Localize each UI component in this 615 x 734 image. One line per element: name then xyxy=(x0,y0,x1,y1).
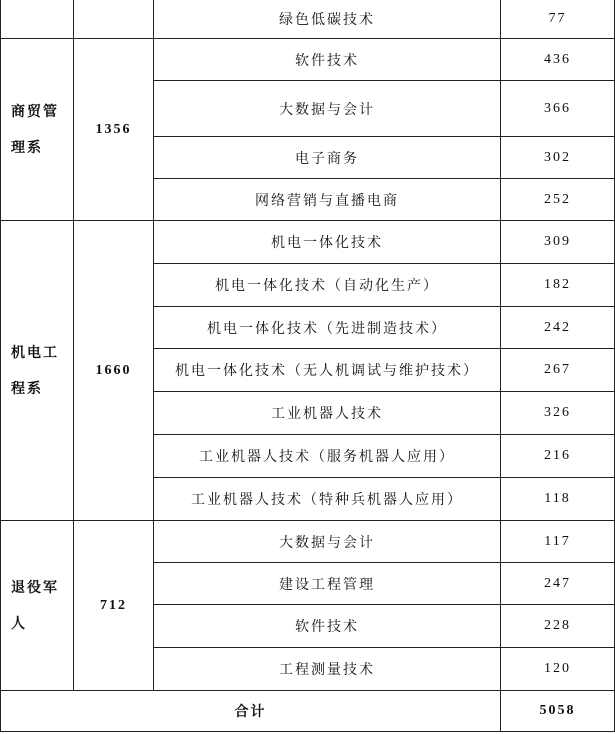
major-count: 117 xyxy=(501,521,615,563)
department-name-line1: 商贸管 xyxy=(11,103,59,120)
department-total: 1356 xyxy=(74,39,154,221)
major-count: 228 xyxy=(501,605,615,648)
department-name xyxy=(1,39,74,221)
department-name-line2: 程系 xyxy=(11,380,43,397)
major-name: 机电一体化技术 xyxy=(154,221,501,264)
department-name-line2: 理系 xyxy=(11,139,43,156)
major-name: 工程测量技术 xyxy=(154,648,501,691)
major-name: 工业机器人技术 xyxy=(154,392,501,435)
major-name: 机电一体化技术（自动化生产） xyxy=(154,264,501,307)
department-name-line2: 人 xyxy=(11,615,27,632)
major-count: 182 xyxy=(501,264,615,307)
major-count: 118 xyxy=(501,478,615,521)
summary-row xyxy=(1,691,615,732)
major-name: 机电一体化技术（无人机调试与维护技术） xyxy=(154,349,501,392)
major-count: 267 xyxy=(501,349,615,392)
department-name xyxy=(1,221,74,521)
major-name: 大数据与会计 xyxy=(154,81,501,137)
major-name: 网络营销与直播电商 xyxy=(154,179,501,221)
major-count: 216 xyxy=(501,435,615,478)
major-name: 大数据与会计 xyxy=(154,521,501,563)
department-name-line1: 机电工 xyxy=(11,344,59,361)
major-count: 309 xyxy=(501,221,615,264)
major-name: 电子商务 xyxy=(154,137,501,179)
major-count: 366 xyxy=(501,81,615,137)
summary-label: 合计 xyxy=(1,691,501,732)
major-count: 120 xyxy=(501,648,615,691)
major-count: 77 xyxy=(501,0,615,39)
dept-total-cell-continued xyxy=(74,0,154,39)
dept-cell-continued xyxy=(1,0,74,39)
table-row xyxy=(1,221,615,264)
department-name-line1: 退役军 xyxy=(11,579,59,596)
table-row xyxy=(1,39,615,81)
major-count: 302 xyxy=(501,137,615,179)
major-count: 252 xyxy=(501,179,615,221)
major-count: 326 xyxy=(501,392,615,435)
major-name: 绿色低碳技术 xyxy=(154,0,501,39)
department-total: 1660 xyxy=(74,221,154,521)
summary-total: 5058 xyxy=(501,691,615,732)
major-name: 建设工程管理 xyxy=(154,563,501,605)
department-name xyxy=(1,521,74,691)
major-name: 软件技术 xyxy=(154,39,501,81)
major-name: 工业机器人技术（特种兵机器人应用） xyxy=(154,478,501,521)
major-name: 软件技术 xyxy=(154,605,501,648)
major-name: 机电一体化技术（先进制造技术） xyxy=(154,307,501,349)
table-row xyxy=(1,0,615,39)
major-name: 工业机器人技术（服务机器人应用） xyxy=(154,435,501,478)
table-row xyxy=(1,521,615,563)
major-count: 436 xyxy=(501,39,615,81)
major-count: 247 xyxy=(501,563,615,605)
major-count: 242 xyxy=(501,307,615,349)
department-total: 712 xyxy=(74,521,154,691)
